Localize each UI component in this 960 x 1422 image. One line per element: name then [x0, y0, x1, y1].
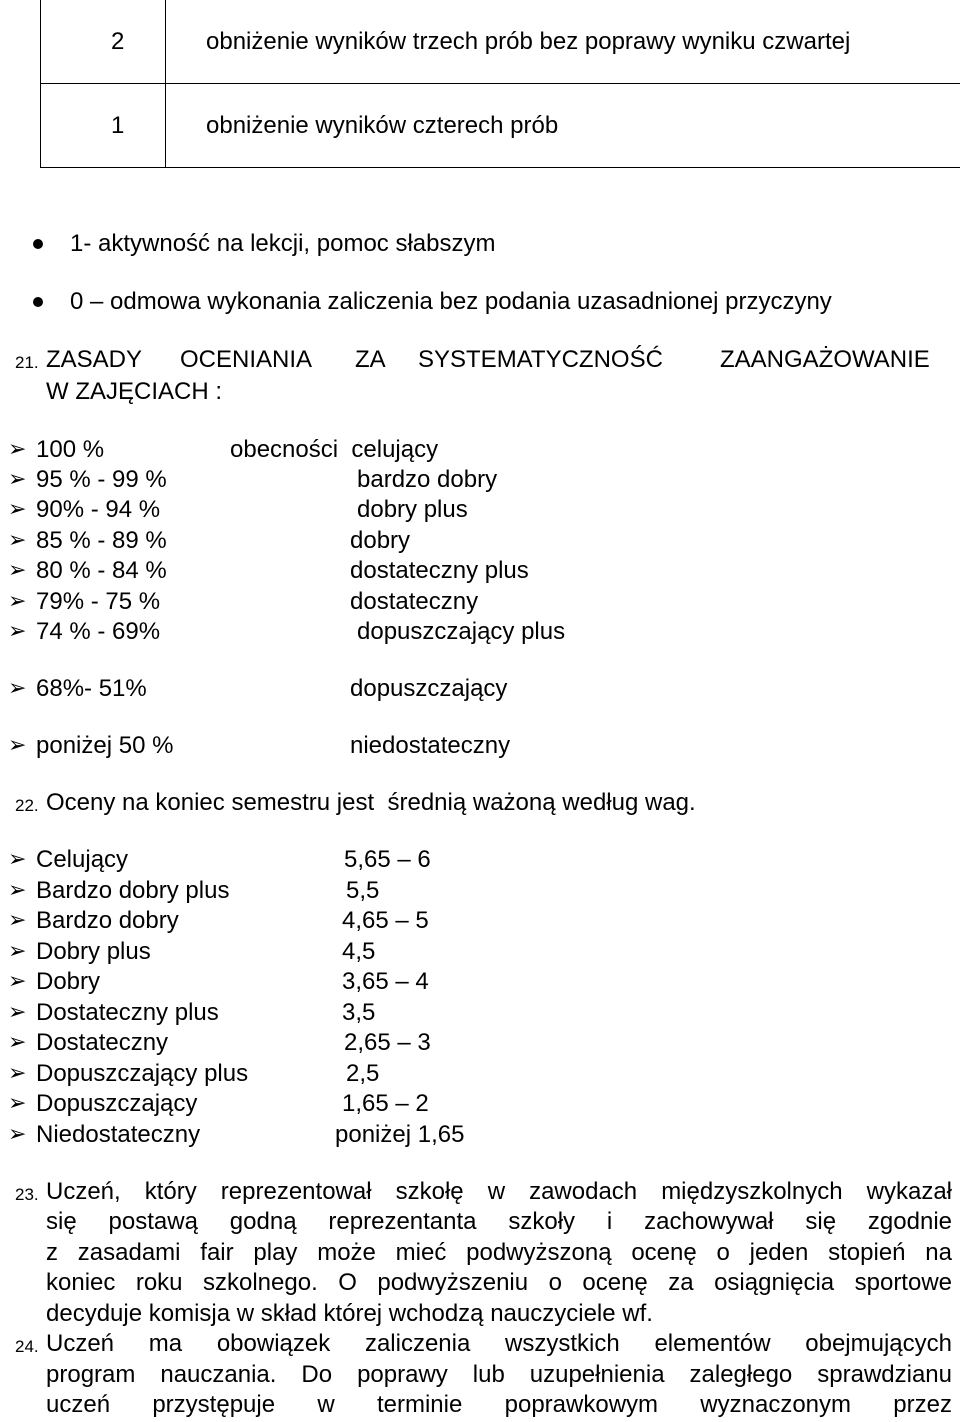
- grade-value: 2,65 – 3: [344, 1029, 431, 1056]
- grade-value: 3,5: [342, 999, 376, 1026]
- section-number: 21.: [15, 353, 39, 372]
- grade-value: 2,5: [346, 1060, 380, 1087]
- paragraph-line: Uczeń ma obowiązek zaliczenia wszystkich elementów obejmujących: [46, 1330, 952, 1357]
- grade-name: Dostateczny plus: [36, 999, 219, 1026]
- section-text: Oceny na koniec semestru jest średnią ważoną według wag.: [46, 789, 696, 816]
- section-number: 23.: [15, 1185, 39, 1204]
- attendance-grade: dostateczny plus: [350, 557, 529, 584]
- grade-value: poniżej 1,65: [335, 1121, 465, 1148]
- paragraph-line: uczeń przystępuje w terminie poprawkowym wyznaczonym przez: [46, 1391, 952, 1418]
- section-title-word: ZASADY: [46, 346, 143, 373]
- grade-name: Bardzo dobry: [36, 907, 179, 934]
- grade-value: 1,65 – 2: [342, 1090, 429, 1117]
- arrow-bullet-icon: ➢: [8, 588, 27, 613]
- arrow-bullet-icon: ➢: [8, 496, 27, 521]
- arrow-bullet-icon: ➢: [8, 732, 27, 757]
- section-title-line2: W ZAJĘCIACH :: [46, 378, 223, 405]
- attendance-range: 79% - 75 %: [36, 588, 161, 615]
- attendance-grade: dobry plus: [357, 496, 468, 523]
- section-title-word: ZA: [355, 346, 386, 373]
- grade-name: Niedostateczny: [36, 1121, 201, 1148]
- grade-name: Bardzo dobry plus: [36, 877, 230, 904]
- section-number: 24.: [15, 1337, 39, 1356]
- arrow-bullet-icon: ➢: [8, 527, 27, 552]
- grade-value: 3,65 – 4: [342, 968, 429, 995]
- table-row: [41, 0, 960, 83]
- grade-value: 5,65 – 6: [344, 846, 431, 873]
- arrow-bullet-icon: ➢: [8, 938, 27, 963]
- table-row: [41, 83, 960, 167]
- list-item: 1- aktywność na lekcji, pomoc słabszym: [70, 230, 496, 257]
- grade-name: Dopuszczający plus: [36, 1060, 249, 1087]
- list-item: 0 – odmowa wykonania zaliczenia bez podania uzasadnionej przyczyny: [70, 288, 832, 315]
- attendance-range: 68%- 51%: [36, 675, 147, 702]
- table-cell-num: 2: [111, 28, 125, 55]
- arrow-bullet-icon: ➢: [8, 675, 27, 700]
- score-table: [40, 0, 960, 168]
- attendance-range: 85 % - 89 %: [36, 527, 167, 554]
- section-title-word: OCENIANIA: [180, 346, 313, 373]
- arrow-bullet-icon: ➢: [8, 1090, 27, 1115]
- paragraph-line: z zasadami fair play może mieć podwyższoną ocenę o jeden stopień na: [46, 1239, 952, 1266]
- arrow-bullet-icon: ➢: [8, 436, 27, 461]
- attendance-range: 80 % - 84 %: [36, 557, 167, 584]
- bullet-dot-icon: [33, 297, 43, 307]
- table-cell-text: obniżenie wyników czterech prób: [206, 112, 559, 139]
- attendance-range: 90% - 94 %: [36, 496, 161, 523]
- attendance-range: 100 %: [36, 436, 105, 463]
- section-title-word: SYSTEMATYCZNOŚĆ: [418, 346, 663, 373]
- arrow-bullet-icon: ➢: [8, 999, 27, 1024]
- arrow-bullet-icon: ➢: [8, 1060, 27, 1085]
- attendance-range: poniżej 50 %: [36, 732, 174, 759]
- section-number: 22.: [15, 796, 39, 815]
- attendance-grade: dostateczny: [350, 588, 479, 615]
- paragraph-line: koniec roku szkolnego. O podwyższeniu o ocenę za osiągnięcia sportowe: [46, 1269, 952, 1296]
- arrow-bullet-icon: ➢: [8, 968, 27, 993]
- arrow-bullet-icon: ➢: [8, 618, 27, 643]
- attendance-grade: obecności celujący: [230, 436, 439, 463]
- arrow-bullet-icon: ➢: [8, 1121, 27, 1146]
- arrow-bullet-icon: ➢: [8, 1029, 27, 1054]
- arrow-bullet-icon: ➢: [8, 846, 27, 871]
- grade-name: Celujący: [36, 846, 129, 873]
- bullet-dot-icon: [33, 239, 43, 249]
- attendance-range: 95 % - 99 %: [36, 466, 167, 493]
- grade-name: Dobry: [36, 968, 101, 995]
- section-title-word: ZAANGAŻOWANIE: [720, 346, 930, 373]
- attendance-grade: dobry: [350, 527, 411, 554]
- column-divider: [165, 84, 166, 167]
- table-cell-num: 1: [111, 112, 125, 139]
- table-cell-text: obniżenie wyników trzech prób bez poprawy wyniku czwartej: [206, 28, 851, 55]
- paragraph-line: decyduje komisja w skład której wchodzą nauczyciele wf.: [46, 1300, 653, 1327]
- attendance-range: 74 % - 69%: [36, 618, 161, 645]
- grade-value: 4,65 – 5: [342, 907, 429, 934]
- attendance-grade: dopuszczający: [350, 675, 508, 702]
- attendance-grade: niedostateczny: [350, 732, 511, 759]
- column-divider: [165, 0, 166, 83]
- grade-name: Dostateczny: [36, 1029, 169, 1056]
- grade-value: 4,5: [342, 938, 376, 965]
- arrow-bullet-icon: ➢: [8, 907, 27, 932]
- grade-value: 5,5: [346, 877, 380, 904]
- attendance-grade: dopuszczający plus: [357, 618, 566, 645]
- paragraph-line: Uczeń, który reprezentował szkołę w zawodach międzyszkolnych wykazał: [46, 1178, 952, 1205]
- grade-name: Dobry plus: [36, 938, 151, 965]
- arrow-bullet-icon: ➢: [8, 557, 27, 582]
- attendance-grade: bardzo dobry: [357, 466, 498, 493]
- arrow-bullet-icon: ➢: [8, 877, 27, 902]
- arrow-bullet-icon: ➢: [8, 466, 27, 491]
- grade-name: Dopuszczający: [36, 1090, 198, 1117]
- paragraph-line: program nauczania. Do poprawy lub uzupełnienia zaległego sprawdzianu: [46, 1361, 952, 1388]
- paragraph-line: się postawą godną reprezentanta szkoły i zachowywał się zgodnie: [46, 1208, 952, 1235]
